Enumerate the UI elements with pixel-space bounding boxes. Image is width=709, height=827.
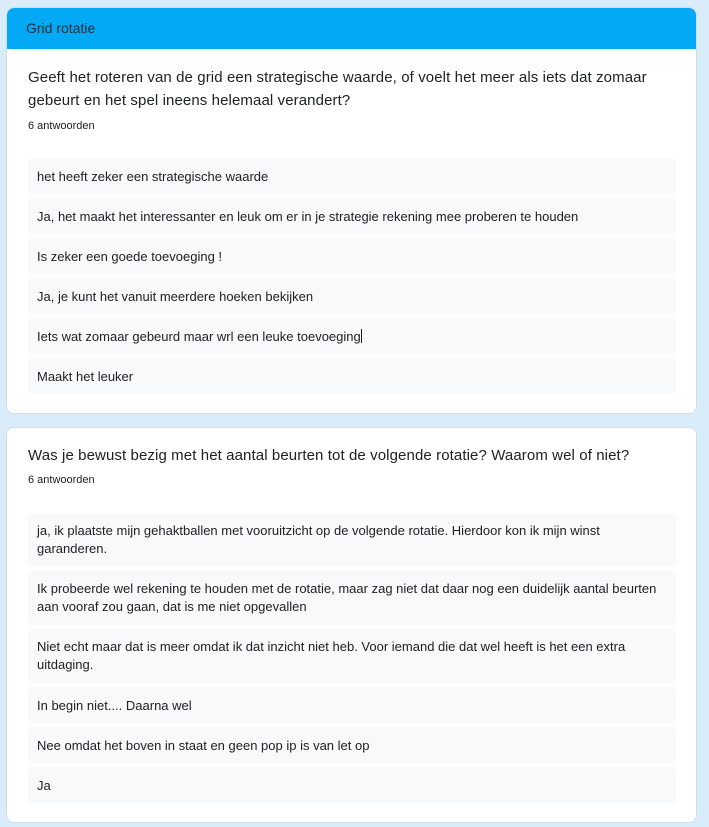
answer-item: Ja	[28, 767, 676, 803]
answer-item: ja, ik plaatste mijn gehaktballen met vooruitzicht op de volgende rotatie. Hierdoor kon ik mijn winst garanderen.	[28, 513, 676, 567]
answer-item: In begin niet.... Daarna wel	[28, 687, 676, 723]
answer-item: Is zeker een goede toevoeging !	[28, 238, 676, 274]
answer-list	[28, 158, 676, 398]
answer-item: Ja, je kunt het vanuit meerdere hoeken bekijken	[28, 278, 676, 314]
answer-item: Maakt het leuker	[28, 358, 676, 394]
response-count: 6 antwoorden	[28, 120, 95, 132]
answer-item: Ik probeerde wel rekening te houden met de rotatie, maar zag niet dat daar nog een duidelijk aantal beurten aan vooraf zou gaan, dat is me niet opgevallen	[28, 571, 676, 625]
question-title: Was je bewust bezig met het aantal beurten tot de volgende rotatie? Waarom wel of niet?	[28, 447, 630, 464]
answer-list	[28, 513, 676, 807]
section-header	[7, 8, 696, 49]
section-title: Grid rotatie	[26, 20, 96, 36]
answer-item: Niet echt maar dat is meer omdat ik dat inzicht niet heb. Voor iemand die dat wel heeft is het een extra uitdaging.	[28, 629, 676, 683]
question-title: Geeft het roteren van de grid een strategische waarde, of voelt het meer als iets dat zomaar gebeurt en het spel ineens helemaal verandert?	[28, 69, 647, 109]
answer-item: het heeft zeker een strategische waarde	[28, 158, 676, 194]
answer-item: Nee omdat het boven in staat en geen pop ip is van let op	[28, 727, 676, 763]
question-card-1	[6, 7, 697, 414]
answer-item: Ja, het maakt het interessanter en leuk om er in je strategie rekening mee proberen te houden	[28, 198, 676, 234]
question-card-2	[6, 427, 697, 823]
answer-item: Iets wat zomaar gebeurd maar wrl een leuke toevoeging	[28, 318, 676, 354]
response-count: 6 antwoorden	[28, 474, 95, 486]
text-cursor	[361, 329, 362, 343]
